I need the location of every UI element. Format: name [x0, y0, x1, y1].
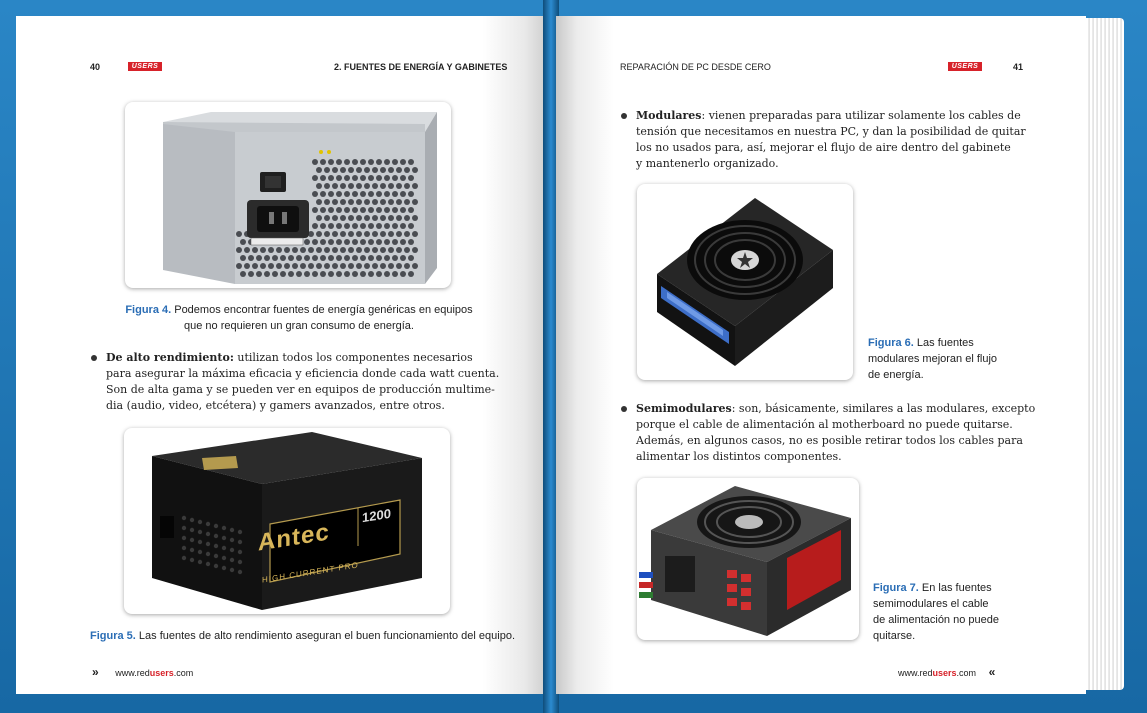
figure-4-text-line2: que no requieren un gran consumo de energía.: [184, 320, 414, 332]
figure-4-label: Figura 4.: [125, 304, 172, 316]
figure-6-caption: [868, 335, 1038, 383]
figure-6-line1: Las fuentes: [913, 337, 974, 349]
bullet-modulares-line2: tensión que necesitamos en nuestra PC, y dan la posibilidad de quitar: [636, 125, 1026, 138]
figure-7-line3: de alimentación no puede: [873, 614, 999, 626]
antec-model-text: HIGH CURRENT PRO: [262, 560, 359, 585]
figure-7-line2: semimodulares el cable: [873, 598, 989, 610]
bullet-line2: para asegurar la máxima eficacia y eficiencia donde cada watt cuenta.: [106, 367, 500, 380]
left-footer-url[interactable]: [115, 668, 193, 678]
bullet-dot-semimodulares: [621, 406, 627, 412]
figure-6-label: Figura 6.: [868, 337, 914, 349]
figure-7-image: [637, 478, 859, 640]
bullet-semimodulares-line1: : son, básicamente, similares a las modulares, excepto: [731, 402, 1036, 415]
left-footer-url-suffix: .com: [173, 668, 194, 678]
left-footer: [92, 665, 193, 679]
page-stack-edge: [1086, 18, 1124, 690]
users-logo-right: USERS: [948, 62, 982, 71]
bullet-semimodulares-line3: Además, en algunos casos, no es posible retirar todos los cables para: [636, 434, 1023, 447]
figure-5-label: Figura 5.: [90, 630, 136, 642]
semimodular-psu-illustration: [637, 478, 859, 640]
bullet-line3: Son de alta gama y se pueden ver en equipos de producción multime-: [106, 383, 495, 396]
bullet-modulares-line1: : vienen preparadas para utilizar solamente los cables de: [701, 109, 1021, 122]
figure-4-text-line1: Podemos encontrar fuentes de energía genéricas en equipos: [171, 304, 473, 316]
chapter-title: 2. FUENTES DE ENERGÍA Y GABINETES: [334, 62, 508, 72]
figure-7-line1: En las fuentes: [918, 582, 992, 594]
bullet-modulares-title: Modulares: [636, 109, 702, 122]
figure-5-text: Las fuentes de alto rendimiento aseguran el buen funcionamiento del equipo.: [135, 630, 515, 642]
bullet-semimodulares-title: Semimodulares: [636, 402, 732, 415]
back-arrow-icon: «: [988, 665, 996, 679]
figure-7-caption: [873, 580, 1043, 644]
bullet-title: De alto rendimiento:: [106, 351, 234, 364]
antec-psu-illustration: [124, 428, 450, 614]
right-footer-url-brand: users: [932, 668, 957, 678]
figure-7-line4: quitarse.: [873, 630, 916, 642]
bullet-alto-rendimiento: [106, 350, 506, 414]
antec-logo-text: Antec: [258, 518, 330, 557]
figure-6-line3: de energía.: [868, 369, 924, 381]
antec-watt-text: 1200: [362, 505, 391, 526]
figure-5-image: [124, 428, 450, 614]
forward-arrow-icon: »: [92, 665, 99, 679]
figure-5-caption: [90, 628, 530, 644]
bullet-semimodulares: [636, 401, 1056, 465]
right-footer-url-prefix: www.red: [898, 668, 933, 678]
right-footer-url-suffix: .com: [956, 668, 977, 678]
figure-6-line2: modulares mejoran el flujo: [868, 353, 998, 365]
bullet-semimodulares-line4: alimentar los distintos componentes.: [636, 450, 842, 463]
left-page-number: 40: [90, 62, 101, 72]
bullet-modulares-line4: y mantenerlo organizado.: [636, 157, 779, 170]
right-footer-url[interactable]: [898, 668, 976, 678]
figure-7-label: Figura 7.: [873, 582, 919, 594]
users-logo: USERS: [128, 62, 162, 71]
bullet-dot-modulares: [621, 113, 627, 119]
bullet-semimodulares-line2: porque el cable de alimentación al motherboard no puede quitarse.: [636, 418, 1013, 431]
bullet-line1: utilizan todos los componentes necesarios: [233, 351, 473, 364]
figure-4-image: [125, 102, 451, 288]
bullet-modulares: [636, 108, 1056, 172]
generic-psu-illustration: [125, 102, 451, 288]
bullet-dot: [91, 355, 97, 361]
bullet-line4: dia (audio, video, etcétera) y gamers avanzados, entre otros.: [106, 399, 445, 412]
figure-4-caption: [119, 302, 479, 334]
figure-6-image: [637, 184, 853, 380]
left-footer-url-prefix: www.red: [115, 668, 150, 678]
right-footer: [898, 665, 995, 679]
right-page-number: 41: [1013, 62, 1024, 72]
left-footer-url-brand: users: [149, 668, 174, 678]
modular-psu-illustration: [637, 184, 853, 380]
book-title: REPARACIÓN DE PC DESDE CERO: [620, 62, 771, 72]
bullet-modulares-line3: los no usados para, así, mejorar el flujo de aire dentro del gabinete: [636, 141, 1011, 154]
